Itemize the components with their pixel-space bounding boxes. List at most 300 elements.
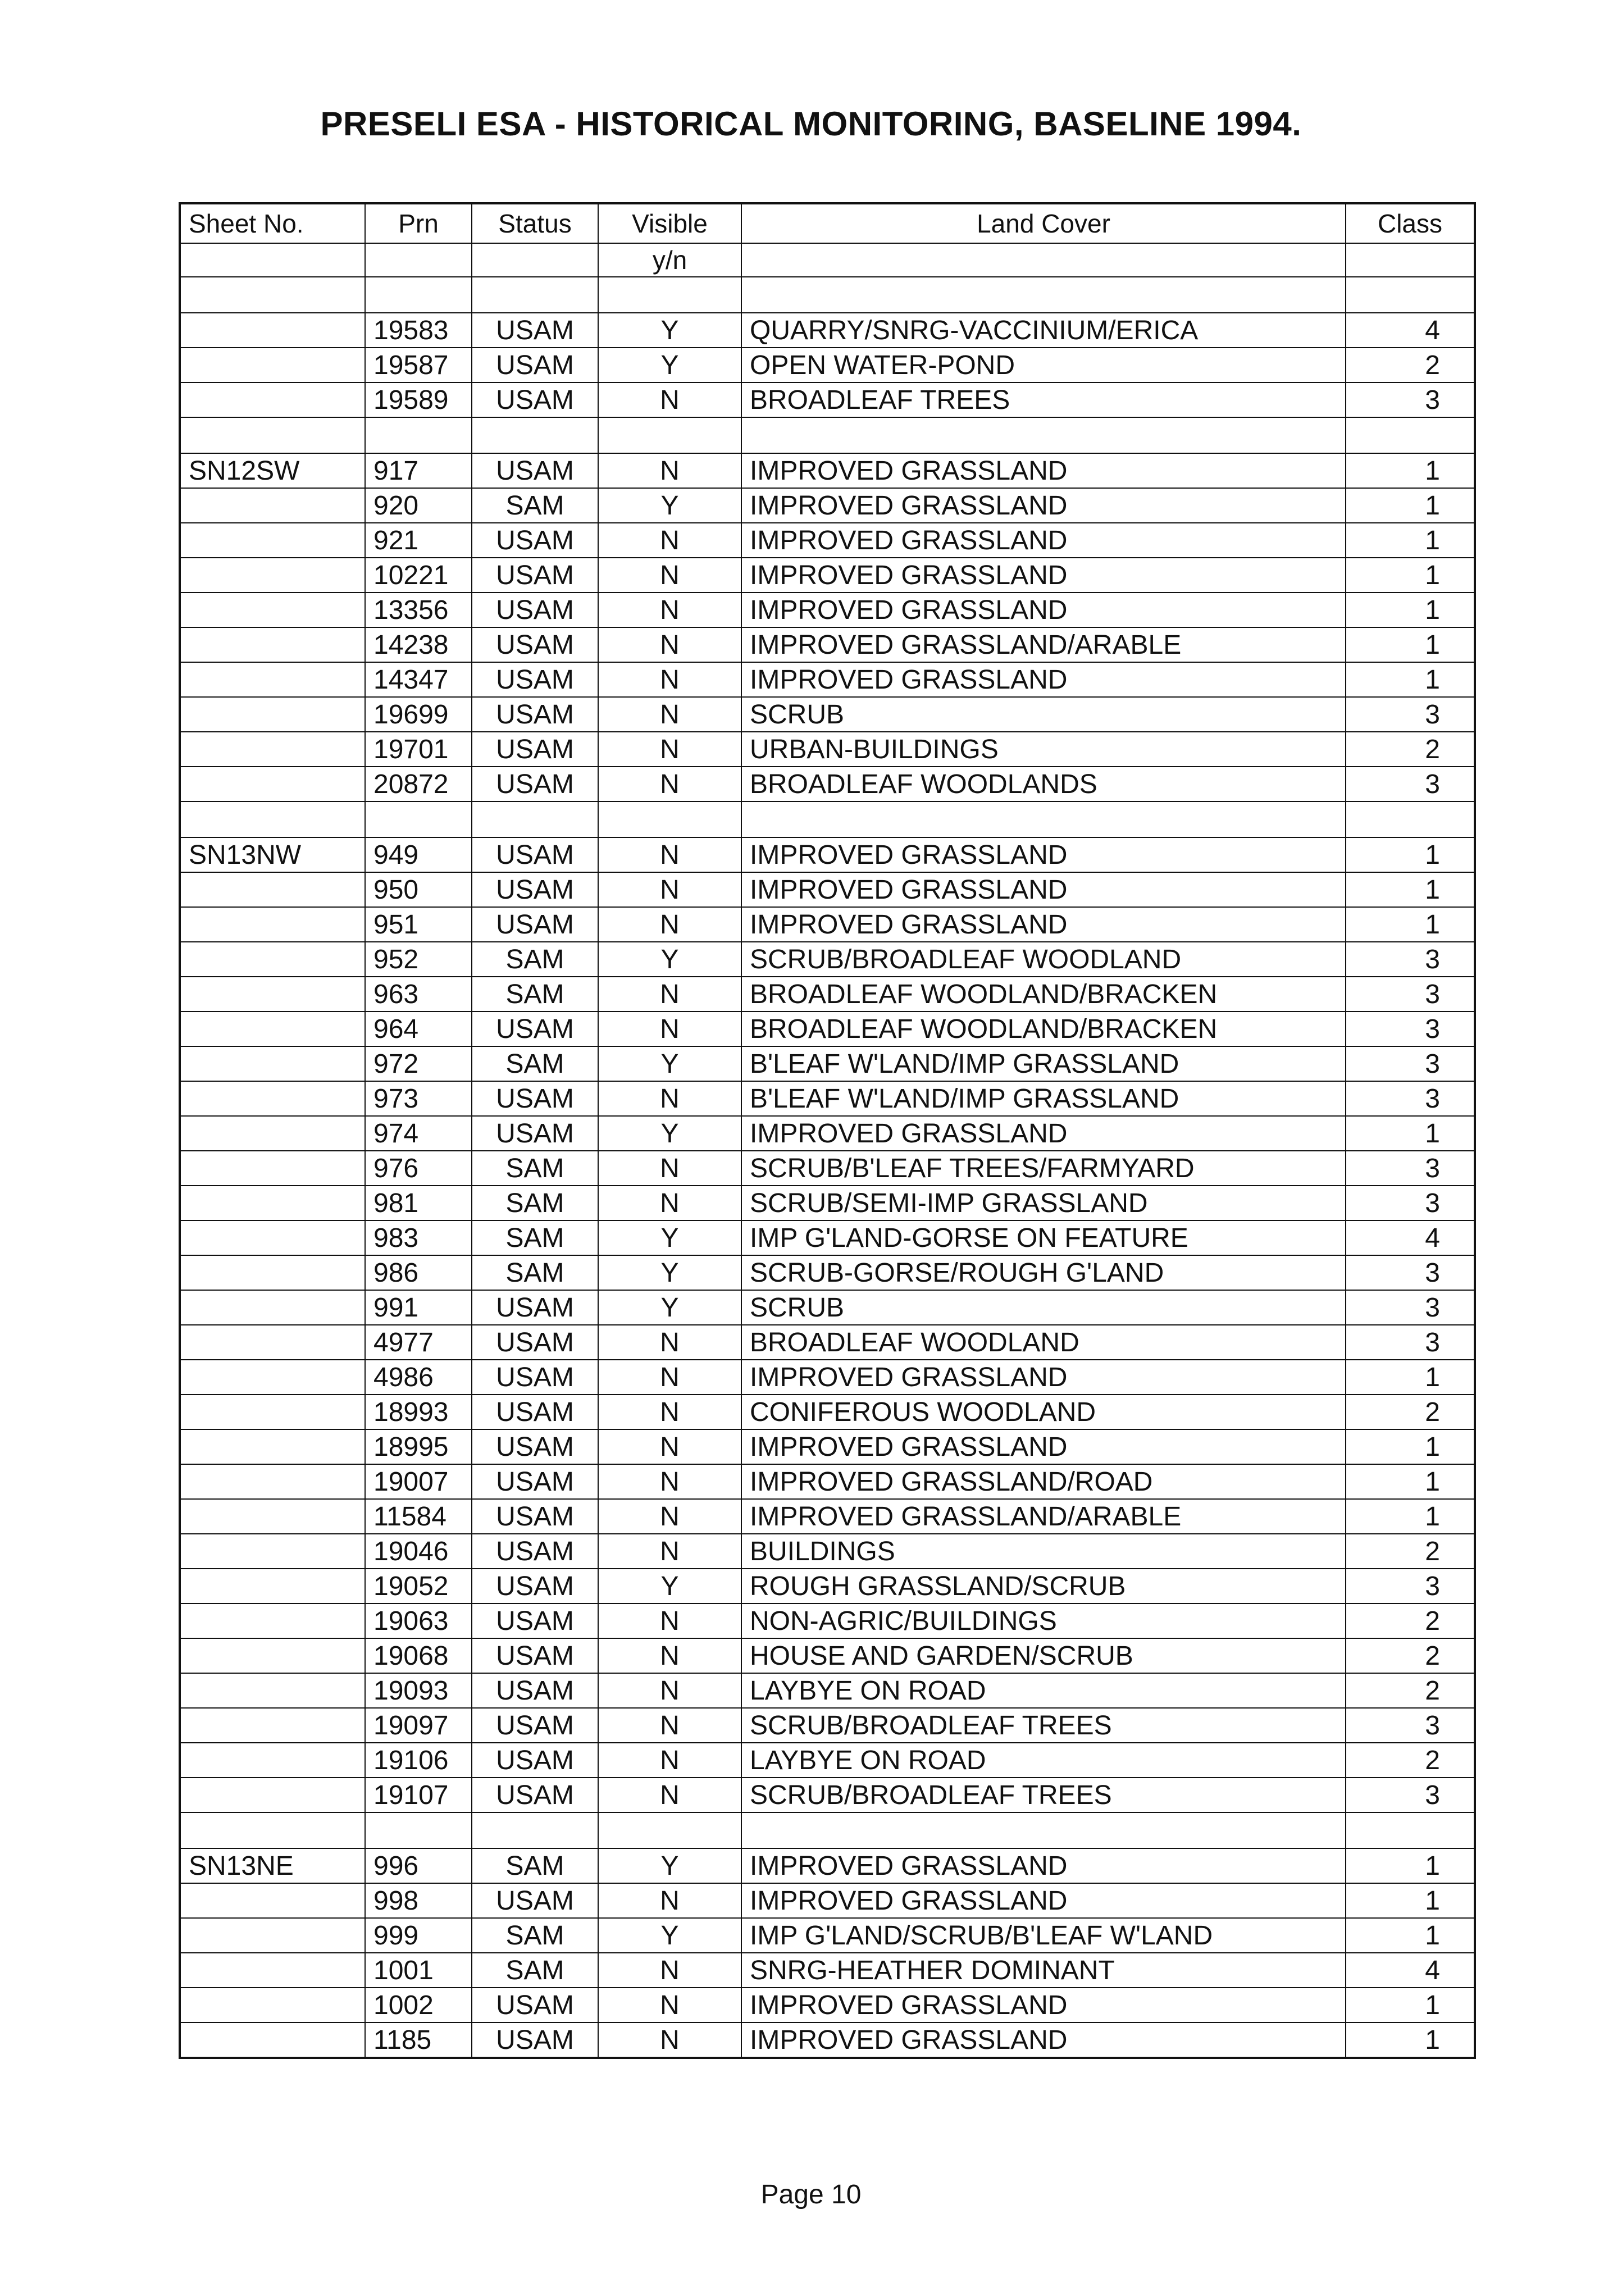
prn-cell: 920: [365, 488, 472, 523]
sheet-cell: [180, 558, 365, 593]
sheet-cell: [180, 1255, 365, 1290]
status-cell: USAM: [472, 1116, 598, 1151]
land-cover-cell: IMP G'LAND-GORSE ON FEATURE: [741, 1220, 1346, 1255]
visible-cell: N: [598, 1743, 741, 1778]
prn-cell: 998: [365, 1883, 472, 1918]
header-visible: Visible: [598, 203, 741, 243]
sheet-cell: [180, 1360, 365, 1395]
table-row: [180, 1429, 1475, 1464]
visible-cell: N: [598, 872, 741, 907]
land-cover-cell: URBAN-BUILDINGS: [741, 732, 1346, 767]
class-cell: 2: [1346, 348, 1475, 382]
sheet-cell: [180, 1988, 365, 2022]
table-row: [180, 1081, 1475, 1116]
land-cover-cell: OPEN WATER-POND: [741, 348, 1346, 382]
class-cell: 4: [1346, 1220, 1475, 1255]
land-cover-cell: IMPROVED GRASSLAND: [741, 593, 1346, 627]
prn-cell: 20872: [365, 767, 472, 801]
table-row: [180, 593, 1475, 627]
sheet-cell: [180, 1012, 365, 1046]
header-sub-empty: [741, 243, 1346, 277]
class-cell: 1: [1346, 627, 1475, 662]
class-cell: 1: [1346, 558, 1475, 593]
land-cover-cell: SCRUB-GORSE/ROUGH G'LAND: [741, 1255, 1346, 1290]
table-row: [180, 2022, 1475, 2058]
land-cover-cell: IMPROVED GRASSLAND: [741, 1116, 1346, 1151]
class-cell: 4: [1346, 1953, 1475, 1988]
sheet-cell: [180, 1325, 365, 1360]
class-cell: 3: [1346, 1186, 1475, 1220]
table-row: [180, 1290, 1475, 1325]
prn-cell: 19583: [365, 313, 472, 348]
status-cell: USAM: [472, 1429, 598, 1464]
visible-cell: N: [598, 1603, 741, 1638]
table-row: [180, 697, 1475, 732]
sheet-cell: [180, 697, 365, 732]
class-cell: 2: [1346, 1395, 1475, 1429]
sheet-cell: [180, 627, 365, 662]
table-row: [180, 382, 1475, 417]
status-cell: SAM: [472, 488, 598, 523]
status-cell: USAM: [472, 627, 598, 662]
prn-cell: 972: [365, 1046, 472, 1081]
class-cell: 3: [1346, 942, 1475, 977]
prn-cell: 14238: [365, 627, 472, 662]
land-cover-cell: SCRUB/SEMI-IMP GRASSLAND: [741, 1186, 1346, 1220]
class-cell: 2: [1346, 1743, 1475, 1778]
sheet-cell: SN13NE: [180, 1848, 365, 1883]
land-cover-cell: SCRUB: [741, 697, 1346, 732]
class-cell: 1: [1346, 1360, 1475, 1395]
land-cover-cell: IMPROVED GRASSLAND: [741, 837, 1346, 872]
prn-cell: 4977: [365, 1325, 472, 1360]
prn-cell: 1001: [365, 1953, 472, 1988]
visible-cell: N: [598, 1360, 741, 1395]
status-cell: USAM: [472, 1883, 598, 1918]
sheet-cell: [180, 1290, 365, 1325]
header-class: Class: [1346, 203, 1475, 243]
spacer-row: [180, 1812, 1475, 1848]
header-row: [180, 203, 1475, 243]
empty-cell: [741, 417, 1346, 453]
table-row: [180, 977, 1475, 1012]
class-cell: 1: [1346, 1464, 1475, 1499]
visible-cell: Y: [598, 1848, 741, 1883]
land-cover-cell: NON-AGRIC/BUILDINGS: [741, 1603, 1346, 1638]
prn-cell: 4986: [365, 1360, 472, 1395]
class-cell: 1: [1346, 1499, 1475, 1534]
prn-cell: 983: [365, 1220, 472, 1255]
land-cover-cell: BROADLEAF WOODLANDS: [741, 767, 1346, 801]
prn-cell: 917: [365, 453, 472, 488]
prn-cell: 13356: [365, 593, 472, 627]
sheet-cell: [180, 1464, 365, 1499]
empty-cell: [180, 277, 365, 313]
status-cell: USAM: [472, 2022, 598, 2058]
sheet-cell: [180, 382, 365, 417]
status-cell: USAM: [472, 1638, 598, 1673]
land-cover-cell: ROUGH GRASSLAND/SCRUB: [741, 1569, 1346, 1603]
visible-cell: N: [598, 732, 741, 767]
sheet-cell: SN12SW: [180, 453, 365, 488]
visible-cell: N: [598, 697, 741, 732]
land-cover-cell: IMPROVED GRASSLAND/ARABLE: [741, 1499, 1346, 1534]
sheet-cell: [180, 942, 365, 977]
spacer-row: [180, 277, 1475, 313]
table-row: [180, 1638, 1475, 1673]
visible-cell: N: [598, 1151, 741, 1186]
header-subrow: [180, 243, 1475, 277]
table-row: [180, 1603, 1475, 1638]
class-cell: 1: [1346, 1918, 1475, 1953]
prn-cell: 1002: [365, 1988, 472, 2022]
empty-cell: [598, 277, 741, 313]
prn-cell: 976: [365, 1151, 472, 1186]
empty-cell: [365, 801, 472, 837]
header-prn: Prn: [365, 203, 472, 243]
empty-cell: [472, 277, 598, 313]
land-cover-cell: IMPROVED GRASSLAND: [741, 907, 1346, 942]
class-cell: 1: [1346, 2022, 1475, 2058]
land-cover-cell: QUARRY/SNRG-VACCINIUM/ERICA: [741, 313, 1346, 348]
prn-cell: 921: [365, 523, 472, 558]
visible-cell: Y: [598, 1569, 741, 1603]
visible-cell: N: [598, 1778, 741, 1812]
visible-cell: N: [598, 1464, 741, 1499]
land-cover-cell: IMP G'LAND/SCRUB/B'LEAF W'LAND: [741, 1918, 1346, 1953]
status-cell: USAM: [472, 1464, 598, 1499]
land-cover-cell: SCRUB/BROADLEAF TREES: [741, 1778, 1346, 1812]
header-status: Status: [472, 203, 598, 243]
visible-cell: Y: [598, 348, 741, 382]
empty-cell: [472, 1812, 598, 1848]
land-cover-cell: IMPROVED GRASSLAND/ARABLE: [741, 627, 1346, 662]
land-cover-cell: IMPROVED GRASSLAND: [741, 1883, 1346, 1918]
sheet-cell: [180, 1499, 365, 1534]
land-cover-cell: IMPROVED GRASSLAND: [741, 523, 1346, 558]
status-cell: USAM: [472, 1325, 598, 1360]
land-cover-cell: IMPROVED GRASSLAND: [741, 488, 1346, 523]
table-row: [180, 767, 1475, 801]
table-row: [180, 1360, 1475, 1395]
class-cell: 3: [1346, 1046, 1475, 1081]
empty-cell: [180, 801, 365, 837]
status-cell: USAM: [472, 382, 598, 417]
prn-cell: 949: [365, 837, 472, 872]
empty-cell: [1346, 801, 1475, 837]
class-cell: 3: [1346, 1569, 1475, 1603]
empty-cell: [741, 1812, 1346, 1848]
status-cell: SAM: [472, 1151, 598, 1186]
sheet-cell: [180, 732, 365, 767]
class-cell: 3: [1346, 1081, 1475, 1116]
sheet-cell: [180, 1953, 365, 1988]
land-cover-cell: BROADLEAF WOODLAND: [741, 1325, 1346, 1360]
prn-cell: 18993: [365, 1395, 472, 1429]
visible-cell: N: [598, 1708, 741, 1743]
class-cell: 3: [1346, 977, 1475, 1012]
visible-cell: Y: [598, 488, 741, 523]
sheet-cell: [180, 1638, 365, 1673]
status-cell: USAM: [472, 1290, 598, 1325]
status-cell: USAM: [472, 558, 598, 593]
status-cell: SAM: [472, 1220, 598, 1255]
class-cell: 1: [1346, 523, 1475, 558]
visible-cell: N: [598, 1673, 741, 1708]
visible-cell: N: [598, 1534, 741, 1569]
prn-cell: 999: [365, 1918, 472, 1953]
prn-cell: 952: [365, 942, 472, 977]
status-cell: USAM: [472, 1708, 598, 1743]
status-cell: SAM: [472, 977, 598, 1012]
table-row: [180, 942, 1475, 977]
visible-cell: N: [598, 627, 741, 662]
table-row: [180, 1220, 1475, 1255]
table-row: [180, 1743, 1475, 1778]
status-cell: USAM: [472, 1499, 598, 1534]
class-cell: 3: [1346, 1255, 1475, 1290]
sheet-cell: [180, 1673, 365, 1708]
sheet-cell: [180, 523, 365, 558]
land-cover-cell: IMPROVED GRASSLAND: [741, 1429, 1346, 1464]
table-row: [180, 1673, 1475, 1708]
land-cover-cell: IMPROVED GRASSLAND: [741, 558, 1346, 593]
table-row: [180, 1255, 1475, 1290]
header-sub-empty: [1346, 243, 1475, 277]
visible-cell: N: [598, 1012, 741, 1046]
prn-cell: 19699: [365, 697, 472, 732]
visible-cell: Y: [598, 1046, 741, 1081]
visible-cell: N: [598, 1395, 741, 1429]
sheet-cell: [180, 1151, 365, 1186]
class-cell: 3: [1346, 1778, 1475, 1812]
sheet-cell: [180, 1743, 365, 1778]
status-cell: USAM: [472, 593, 598, 627]
sheet-cell: [180, 1918, 365, 1953]
spacer-row: [180, 801, 1475, 837]
prn-cell: 19052: [365, 1569, 472, 1603]
table-row: [180, 1708, 1475, 1743]
visible-cell: N: [598, 1325, 741, 1360]
visible-cell: N: [598, 977, 741, 1012]
class-cell: 2: [1346, 1673, 1475, 1708]
sheet-cell: [180, 1046, 365, 1081]
empty-cell: [365, 1812, 472, 1848]
land-cover-cell: BROADLEAF TREES: [741, 382, 1346, 417]
class-cell: 1: [1346, 907, 1475, 942]
prn-cell: 19587: [365, 348, 472, 382]
land-cover-cell: IMPROVED GRASSLAND: [741, 662, 1346, 697]
sheet-cell: [180, 348, 365, 382]
class-cell: 3: [1346, 382, 1475, 417]
visible-cell: N: [598, 1499, 741, 1534]
status-cell: USAM: [472, 732, 598, 767]
prn-cell: 19063: [365, 1603, 472, 1638]
status-cell: USAM: [472, 1360, 598, 1395]
table-row: [180, 558, 1475, 593]
prn-cell: 19106: [365, 1743, 472, 1778]
class-cell: 3: [1346, 697, 1475, 732]
status-cell: USAM: [472, 453, 598, 488]
visible-cell: N: [598, 1429, 741, 1464]
sheet-cell: [180, 1569, 365, 1603]
empty-cell: [1346, 1812, 1475, 1848]
visible-cell: N: [598, 1638, 741, 1673]
sheet-cell: [180, 1395, 365, 1429]
table-row: [180, 1848, 1475, 1883]
table-row: [180, 313, 1475, 348]
land-cover-cell: IMPROVED GRASSLAND: [741, 1848, 1346, 1883]
table-row: [180, 453, 1475, 488]
status-cell: USAM: [472, 767, 598, 801]
class-cell: 2: [1346, 1603, 1475, 1638]
sheet-cell: [180, 977, 365, 1012]
sheet-cell: [180, 872, 365, 907]
table-row: [180, 1953, 1475, 1988]
class-cell: 1: [1346, 872, 1475, 907]
visible-cell: Y: [598, 1116, 741, 1151]
visible-cell: Y: [598, 1255, 741, 1290]
sheet-cell: [180, 488, 365, 523]
status-cell: USAM: [472, 1081, 598, 1116]
land-cover-cell: BROADLEAF WOODLAND/BRACKEN: [741, 977, 1346, 1012]
land-cover-cell: SCRUB: [741, 1290, 1346, 1325]
sheet-cell: SN13NW: [180, 837, 365, 872]
prn-cell: 996: [365, 1848, 472, 1883]
status-cell: USAM: [472, 662, 598, 697]
visible-cell: N: [598, 1883, 741, 1918]
land-cover-cell: CONIFEROUS WOODLAND: [741, 1395, 1346, 1429]
status-cell: SAM: [472, 1186, 598, 1220]
prn-cell: 951: [365, 907, 472, 942]
status-cell: USAM: [472, 1743, 598, 1778]
land-cover-cell: IMPROVED GRASSLAND: [741, 1988, 1346, 2022]
class-cell: 3: [1346, 1151, 1475, 1186]
status-cell: USAM: [472, 1603, 598, 1638]
class-cell: 1: [1346, 593, 1475, 627]
visible-cell: N: [598, 593, 741, 627]
status-cell: USAM: [472, 697, 598, 732]
land-cover-cell: LAYBYE ON ROAD: [741, 1673, 1346, 1708]
status-cell: USAM: [472, 1673, 598, 1708]
table-row: [180, 1116, 1475, 1151]
table-body: [180, 277, 1475, 2058]
empty-cell: [365, 417, 472, 453]
status-cell: USAM: [472, 348, 598, 382]
table-row: [180, 488, 1475, 523]
sheet-cell: [180, 1429, 365, 1464]
visible-cell: N: [598, 1988, 741, 2022]
class-cell: 1: [1346, 1429, 1475, 1464]
status-cell: SAM: [472, 942, 598, 977]
prn-cell: 19701: [365, 732, 472, 767]
visible-cell: N: [598, 382, 741, 417]
header-sheet: Sheet No.: [180, 203, 365, 243]
visible-cell: N: [598, 767, 741, 801]
table-row: [180, 1464, 1475, 1499]
visible-cell: N: [598, 1081, 741, 1116]
visible-cell: N: [598, 453, 741, 488]
sheet-cell: [180, 1186, 365, 1220]
sheet-cell: [180, 767, 365, 801]
land-cover-cell: IMPROVED GRASSLAND: [741, 2022, 1346, 2058]
class-cell: 4: [1346, 313, 1475, 348]
class-cell: 1: [1346, 837, 1475, 872]
land-cover-cell: B'LEAF W'LAND/IMP GRASSLAND: [741, 1046, 1346, 1081]
empty-cell: [741, 277, 1346, 313]
table-row: [180, 348, 1475, 382]
table-row: [180, 627, 1475, 662]
class-cell: 1: [1346, 1848, 1475, 1883]
table-row: [180, 1012, 1475, 1046]
table-row: [180, 1988, 1475, 2022]
visible-cell: Y: [598, 1290, 741, 1325]
header-sub-empty: [365, 243, 472, 277]
empty-cell: [472, 417, 598, 453]
empty-cell: [598, 417, 741, 453]
table-row: [180, 1186, 1475, 1220]
land-cover-cell: B'LEAF W'LAND/IMP GRASSLAND: [741, 1081, 1346, 1116]
page-number: Page 10: [760, 2180, 862, 2210]
class-cell: 3: [1346, 767, 1475, 801]
land-cover-cell: SCRUB/B'LEAF TREES/FARMYARD: [741, 1151, 1346, 1186]
status-cell: USAM: [472, 1569, 598, 1603]
class-cell: 1: [1346, 662, 1475, 697]
sheet-cell: [180, 662, 365, 697]
prn-cell: 981: [365, 1186, 472, 1220]
class-cell: 2: [1346, 1534, 1475, 1569]
prn-cell: 19068: [365, 1638, 472, 1673]
prn-cell: 963: [365, 977, 472, 1012]
land-cover-cell: IMPROVED GRASSLAND/ROAD: [741, 1464, 1346, 1499]
table-row: [180, 1778, 1475, 1812]
status-cell: USAM: [472, 872, 598, 907]
prn-cell: 973: [365, 1081, 472, 1116]
class-cell: 3: [1346, 1012, 1475, 1046]
visible-cell: N: [598, 907, 741, 942]
sheet-cell: [180, 1116, 365, 1151]
empty-cell: [180, 417, 365, 453]
table-row: [180, 837, 1475, 872]
table-row: [180, 1883, 1475, 1918]
class-cell: 1: [1346, 1116, 1475, 1151]
table-row: [180, 1046, 1475, 1081]
status-cell: USAM: [472, 523, 598, 558]
prn-cell: 19107: [365, 1778, 472, 1812]
empty-cell: [598, 801, 741, 837]
prn-cell: 19097: [365, 1708, 472, 1743]
class-cell: 3: [1346, 1708, 1475, 1743]
empty-cell: [365, 277, 472, 313]
empty-cell: [598, 1812, 741, 1848]
land-cover-cell: IMPROVED GRASSLAND: [741, 872, 1346, 907]
prn-cell: 964: [365, 1012, 472, 1046]
visible-cell: Y: [598, 942, 741, 977]
visible-cell: N: [598, 1953, 741, 1988]
prn-cell: 950: [365, 872, 472, 907]
sheet-cell: [180, 1081, 365, 1116]
table-header: [180, 203, 1475, 277]
table-row: [180, 1151, 1475, 1186]
empty-cell: [1346, 417, 1475, 453]
header-sub-empty: [472, 243, 598, 277]
visible-cell: N: [598, 1186, 741, 1220]
land-cover-cell: BROADLEAF WOODLAND/BRACKEN: [741, 1012, 1346, 1046]
land-cover-cell: IMPROVED GRASSLAND: [741, 453, 1346, 488]
prn-cell: 19589: [365, 382, 472, 417]
class-cell: 1: [1346, 1883, 1475, 1918]
header-visible-sub: y/n: [598, 243, 741, 277]
